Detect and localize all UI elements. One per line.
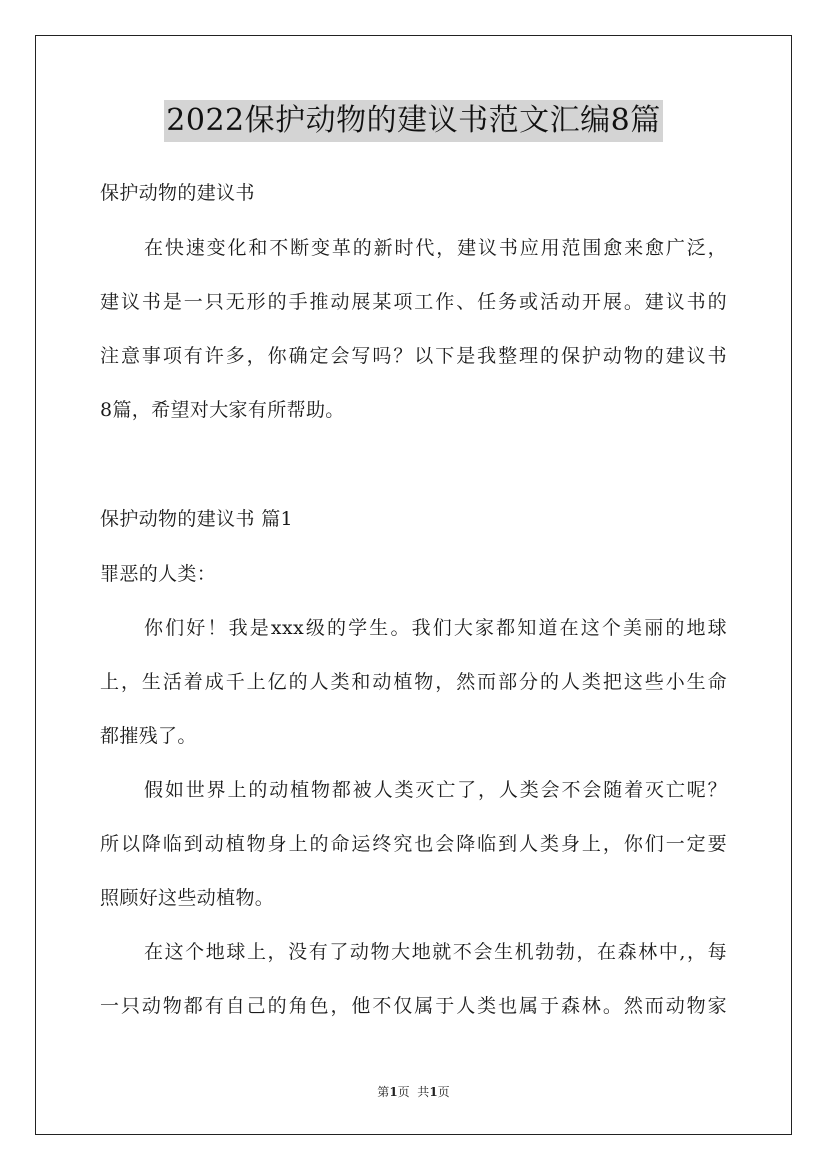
paragraph3-line-1: 在这个地球上，没有了动物大地就不会生机勃勃，在森林中,，每	[144, 941, 727, 963]
footer-page-total: 1	[429, 1085, 438, 1099]
paragraph2-line-3: 照顾好这些动植物。	[100, 887, 275, 909]
page-footer	[0, 1084, 827, 1100]
paragraph2-line-2: 所以降临到动植物身上的命运终究也会降临到人类身上，你们一定要	[100, 833, 727, 855]
intro-line-4: 8篇，希望对大家有所帮助。	[100, 399, 345, 421]
footer-page-prefix: 第	[377, 1085, 390, 1099]
title-wrapper	[0, 100, 827, 142]
document-title: 2022保护动物的建议书范文汇编8篇	[164, 100, 662, 142]
intro-line-2: 建议书是一只无形的手推动展某项工作、任务或活动开展。建议书的	[100, 291, 727, 313]
intro-line-3: 注意事项有许多，你确定会写吗？以下是我整理的保护动物的建议书	[100, 345, 727, 367]
footer-page-mid: 页 共	[397, 1085, 430, 1099]
paragraph1-line-2: 上，生活着成千上亿的人类和动植物，然而部分的人类把这些小生命	[100, 671, 727, 693]
salutation: 罪恶的人类：	[100, 563, 217, 585]
paragraph1-line-1: 你们好！我是xxx级的学生。我们大家都知道在这个美丽的地球	[144, 617, 727, 639]
paragraph3-line-2: 一只动物都有自己的角色，他不仅属于人类也属于森林。然而动物家	[100, 995, 727, 1017]
paragraph1-line-3: 都摧残了。	[100, 725, 197, 747]
paragraph2-line-1: 假如世界上的动植物都被人类灭亡了，人类会不会随着灭亡呢？	[144, 779, 727, 801]
intro-heading: 保护动物的建议书	[100, 182, 255, 204]
footer-page-suffix: 页	[437, 1085, 450, 1099]
footer-page-current: 1	[389, 1085, 398, 1099]
section-heading: 保护动物的建议书 篇1	[100, 508, 293, 530]
intro-line-1: 在快速变化和不断变革的新时代，建议书应用范围愈来愈广泛，	[144, 237, 727, 259]
